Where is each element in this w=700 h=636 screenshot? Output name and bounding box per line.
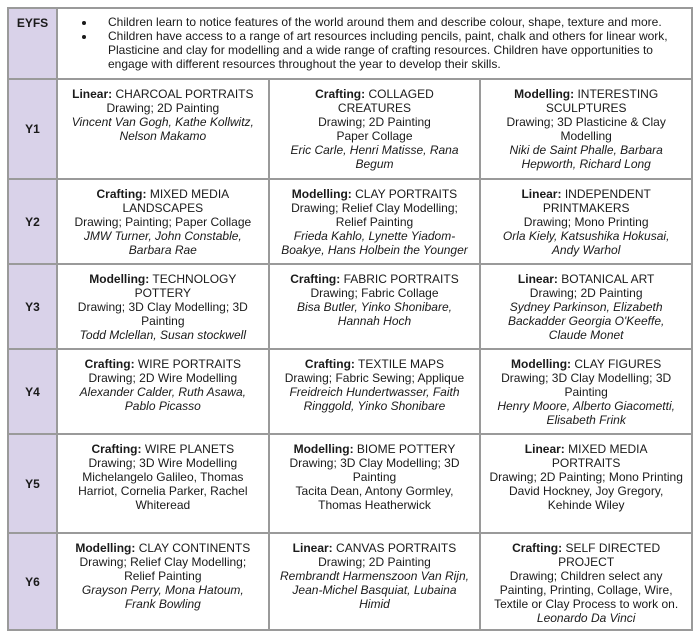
unit-skills: Drawing; Mono Printing (523, 215, 649, 229)
unit-title: COLLAGED CREATURES (337, 87, 434, 115)
eyfs-bullet: • Children have access to a range of art resources including pencils, paint, chalk and others for linear work, Plasticine and clay for modelling and a wide range of crafting resources. Children have opportunities to engage with different resources throughout the year to develop their skills. (96, 29, 681, 71)
unit-cell (269, 264, 481, 349)
unit-cell (480, 349, 692, 434)
unit-skills: Drawing; 2D Painting; Mono Printing (489, 470, 683, 484)
unit-artists: Alexander Calder, Ruth Asawa, Pablo Picasso (79, 385, 246, 413)
unit-artists: Grayson Perry, Mona Hatoum, Frank Bowling (81, 583, 244, 611)
unit-heading (66, 357, 260, 371)
unit-cell (57, 533, 269, 630)
unit-type: Crafting: (304, 357, 355, 371)
unit-skills: Drawing; Children select any Painting, Printing, Collage, Wire, Textile or Clay Process to work on. (494, 569, 679, 611)
unit-heading (66, 87, 260, 101)
unit-type: Crafting: (84, 357, 135, 371)
row-label-y4: Y4 (8, 349, 57, 434)
unit-cell (57, 179, 269, 264)
unit-type: Modelling: (293, 442, 354, 456)
unit-type: Crafting: (512, 541, 563, 555)
unit-title: FABRIC PORTRAITS (340, 272, 459, 286)
unit-artists: Leonardo Da Vinci (536, 611, 636, 625)
unit-cell (269, 79, 481, 179)
unit-heading (66, 272, 260, 300)
unit-heading (489, 442, 683, 470)
unit-cell (480, 179, 692, 264)
unit-skills: Drawing; 2D Painting (106, 101, 220, 115)
unit-title: BIOME POTTERY (353, 442, 456, 456)
unit-artists: Freidreich Hundertwasser, Faith Ringgold, Yinko Shonibare (289, 385, 460, 413)
year-row-y3 (8, 264, 692, 349)
unit-title: INDEPENDENT PRINTMAKERS (542, 187, 651, 215)
unit-artists: Tacita Dean, Antony Gormley, Thomas Heatherwick (295, 484, 454, 512)
unit-artists: Sydney Parkinson, Elizabeth Backadder Georgia O'Keeffe, Claude Monet (507, 300, 665, 342)
eyfs-description (57, 8, 692, 79)
unit-title: SELF DIRECTED PROJECT (558, 541, 661, 569)
unit-artists: Niki de Saint Phalle, Barbara Hepworth, Richard Long (509, 143, 663, 171)
unit-artists: Orla Kiely, Katsushika Hokusai, Andy Warhol (502, 229, 670, 257)
unit-type: Crafting: (315, 87, 366, 101)
unit-heading (489, 187, 683, 215)
unit-type: Modelling: (514, 87, 575, 101)
unit-skills: Drawing; Fabric Collage (310, 286, 439, 300)
row-label-y6: Y6 (8, 533, 57, 630)
unit-type: Modelling: (89, 272, 150, 286)
row-label-y3: Y3 (8, 264, 57, 349)
unit-skills: Drawing; 3D Clay Modelling; 3D Painting (77, 300, 248, 328)
unit-type: Modelling: (75, 541, 136, 555)
unit-artists: Eric Carle, Henri Matisse, Rana Begum (290, 143, 459, 171)
unit-title: CANVAS PORTRAITS (332, 541, 457, 555)
unit-title: TEXTILE MAPS (354, 357, 445, 371)
unit-skills: Drawing; 3D Clay Modelling; 3D Painting (501, 371, 672, 399)
unit-title: MIXED MEDIA PORTRAITS (551, 442, 648, 470)
unit-cell (480, 434, 692, 533)
row-label-y2: Y2 (8, 179, 57, 264)
unit-cell (57, 79, 269, 179)
unit-type: Linear: (292, 541, 333, 555)
year-row-y2 (8, 179, 692, 264)
unit-artists: Rembrandt Harmenszoon Van Rijn, Jean-Michel Basquiat, Lubaina Himid (279, 569, 469, 611)
eyfs-row (8, 8, 692, 79)
unit-type: Crafting: (91, 442, 142, 456)
unit-title: CLAY PORTRAITS (351, 187, 458, 201)
unit-artists: Michelangelo Galileo, Thomas Harriot, Cornelia Parker, Rachel Whiteread (78, 470, 248, 512)
unit-heading (278, 357, 472, 371)
unit-title: CLAY CONTINENTS (135, 541, 251, 555)
unit-title: WIRE PLANETS (141, 442, 235, 456)
unit-title: BOTANICAL ART (557, 272, 655, 286)
unit-cell (269, 349, 481, 434)
unit-heading (489, 541, 683, 569)
unit-skills: Drawing; 3D Plasticine & Clay Modelling (506, 115, 666, 143)
unit-artists: JMW Turner, John Constable, Barbara Rae (83, 229, 242, 257)
unit-title: MIXED MEDIA LANDSCAPES (122, 187, 230, 215)
row-label-eyfs: EYFS (8, 8, 57, 79)
row-label-y1: Y1 (8, 79, 57, 179)
unit-artists: Frieda Kahlo, Lynette Yiadom-Boakye, Hans Holbein the Younger (281, 229, 468, 257)
unit-heading (278, 541, 472, 555)
unit-cell (269, 533, 481, 630)
eyfs-bullet: • Children learn to notice features of the world around them and describe colour, shape, texture and more. (96, 15, 681, 29)
unit-artists: Vincent Van Gogh, Kathe Kollwitz, Nelson Makamo (71, 115, 254, 143)
unit-type: Crafting: (96, 187, 147, 201)
unit-skills: Drawing; 3D Wire Modelling (88, 456, 238, 470)
unit-cell (269, 434, 481, 533)
unit-heading (278, 272, 472, 286)
unit-type: Linear: (72, 87, 113, 101)
year-row-y1 (8, 79, 692, 179)
unit-heading (278, 87, 472, 115)
unit-type: Linear: (521, 187, 562, 201)
unit-heading (489, 87, 683, 115)
unit-skills: Drawing; 2D Painting (318, 555, 431, 569)
unit-heading (66, 541, 260, 555)
unit-artists: Henry Moore, Alberto Giacometti, Elisabeth Frink (497, 399, 675, 427)
unit-title: INTERESTING SCULPTURES (545, 87, 659, 115)
unit-skills: Drawing; 3D Clay Modelling; 3D Painting (289, 456, 460, 484)
unit-skills: Drawing; Relief Clay Modelling; Relief Painting (291, 201, 458, 229)
unit-title: CHARCOAL PORTRAITS (112, 87, 254, 101)
unit-heading (489, 357, 683, 371)
unit-type: Linear: (524, 442, 565, 456)
unit-skills: Drawing; Relief Clay Modelling; Relief Painting (79, 555, 247, 583)
year-row-y6 (8, 533, 692, 630)
unit-skills: Drawing; Fabric Sewing; Applique (284, 371, 465, 385)
unit-heading (66, 442, 260, 456)
unit-cell (57, 264, 269, 349)
unit-skills: Drawing; 2D Wire Modelling (88, 371, 238, 385)
unit-type: Modelling: (291, 187, 352, 201)
unit-cell (480, 264, 692, 349)
eyfs-bullet-list (82, 15, 681, 71)
unit-heading (278, 442, 472, 456)
unit-title: WIRE PORTRAITS (134, 357, 242, 371)
curriculum-table (7, 7, 693, 631)
unit-cell (57, 434, 269, 533)
unit-heading (489, 272, 683, 286)
unit-type: Crafting: (290, 272, 341, 286)
unit-heading (278, 187, 472, 201)
unit-cell (480, 533, 692, 630)
unit-cell (269, 179, 481, 264)
unit-title: CLAY FIGURES (571, 357, 662, 371)
unit-artists: David Hockney, Joy Gregory, Kehinde Wiley (509, 484, 664, 512)
unit-heading (66, 187, 260, 215)
unit-title: TECHNOLOGY POTTERY (134, 272, 237, 300)
unit-skills: Drawing; 2D Painting Paper Collage (318, 115, 431, 143)
unit-artists: Todd Mclellan, Susan stockwell (79, 328, 246, 342)
unit-skills: Drawing; Painting; Paper Collage (74, 215, 252, 229)
unit-type: Modelling: (511, 357, 572, 371)
unit-cell (57, 349, 269, 434)
unit-skills: Drawing; 2D Painting (529, 286, 643, 300)
unit-cell (480, 79, 692, 179)
unit-artists: Bisa Butler, Yinko Shonibare, Hannah Hoch (296, 300, 452, 328)
year-row-y5 (8, 434, 692, 533)
row-label-y5: Y5 (8, 434, 57, 533)
year-row-y4 (8, 349, 692, 434)
unit-type: Linear: (517, 272, 558, 286)
